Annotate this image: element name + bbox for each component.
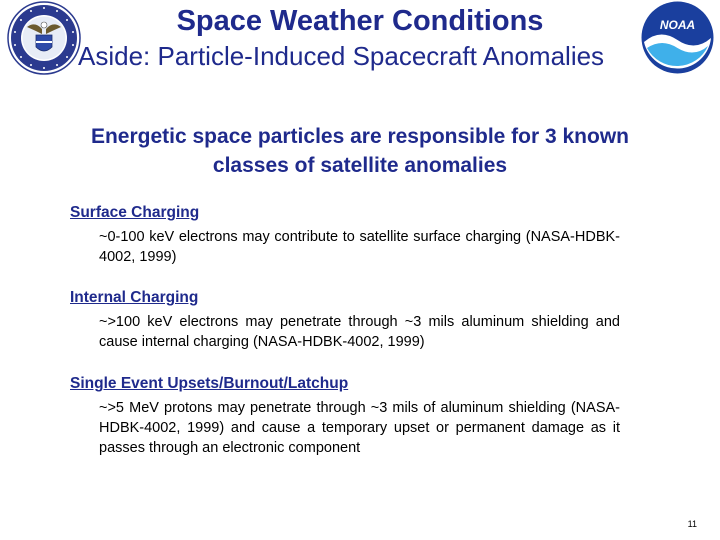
- section-body: ~>100 keV electrons may penetrate through ~3 mils aluminum shielding and cause internal charging (NASA-HDBK-4002, 1999): [99, 314, 620, 350]
- page-number: 11: [687, 519, 697, 529]
- slide-title: Space Weather Conditions: [176, 5, 544, 37]
- section-surface-charging: [70, 203, 620, 267]
- section-heading: Internal Charging: [70, 289, 199, 306]
- section-internal-charging: [70, 288, 620, 352]
- section-body: ~0-100 keV electrons may contribute to satellite surface charging (NASA-HDBK-4002, 1999): [99, 229, 620, 265]
- noaa-logo-text: NOAA: [659, 18, 696, 32]
- section-heading: Surface Charging: [70, 204, 200, 221]
- section-body: ~>5 MeV protons may penetrate through ~3 mils of aluminum shielding (NASA-HDBK-4002, 1999) and cause a temporary upset or permanent damage as it passes through an electronic component: [99, 400, 620, 456]
- section-single-event-upsets: [70, 374, 620, 458]
- slide-subtitle: Aside: Particle-Induced Spacecraft Anomalies: [78, 41, 605, 71]
- slide-headline: Energetic space particles are responsible for 3 known classes of satellite anomalies: [90, 125, 630, 177]
- section-heading: Single Event Upsets/Burnout/Latchup: [70, 375, 349, 392]
